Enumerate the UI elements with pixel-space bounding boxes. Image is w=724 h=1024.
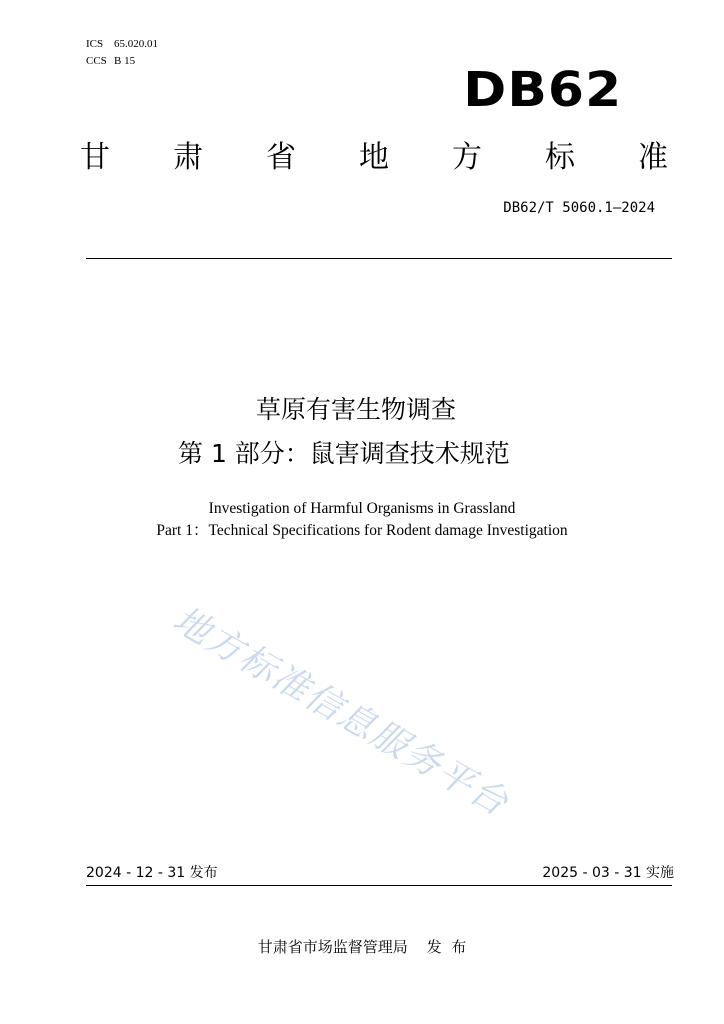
issue-date: 2024 - 12 - 31 发布 <box>86 865 218 881</box>
bottom-divider <box>86 885 672 886</box>
standard-type-heading <box>80 138 668 178</box>
standard-type-char: 省 <box>266 140 296 175</box>
publisher: 甘肃省市场监督管理局 发 布 <box>257 938 467 956</box>
title-cn-line1: 草原有害生物调查 <box>256 395 457 424</box>
ccs-row <box>86 53 158 70</box>
top-divider <box>86 258 672 259</box>
standard-type-char: 甘 <box>80 140 110 175</box>
standard-type-char: 标 <box>545 140 575 175</box>
title-cn-line2: 第 1 部分：鼠害调查技术规范 <box>178 439 510 468</box>
title-en-line1: Investigation of Harmful Organisms in Grassland <box>208 500 516 517</box>
watermark: 地方标准信息服务平台 <box>166 599 516 825</box>
ccs-label: CCS <box>86 55 107 67</box>
standard-type-char: 肃 <box>173 140 203 175</box>
implement-date: 2025 - 03 - 31 实施 <box>542 865 674 881</box>
ics-row <box>86 36 158 53</box>
ics-value: 65.020.01 <box>114 38 158 50</box>
ccs-value: B 15 <box>114 55 136 67</box>
standard-type-char: 地 <box>359 140 389 175</box>
standard-type-char: 方 <box>452 140 482 175</box>
classification-codes <box>86 36 158 70</box>
db62-logo: DB62 <box>462 62 622 118</box>
ics-label: ICS <box>86 38 104 50</box>
standard-type-char: 准 <box>638 140 668 175</box>
title-en-line2: Part 1：Technical Specifications for Rodent damage Investigation <box>156 522 568 539</box>
standard-number: DB62/T 5060.1—2024 <box>503 200 655 216</box>
